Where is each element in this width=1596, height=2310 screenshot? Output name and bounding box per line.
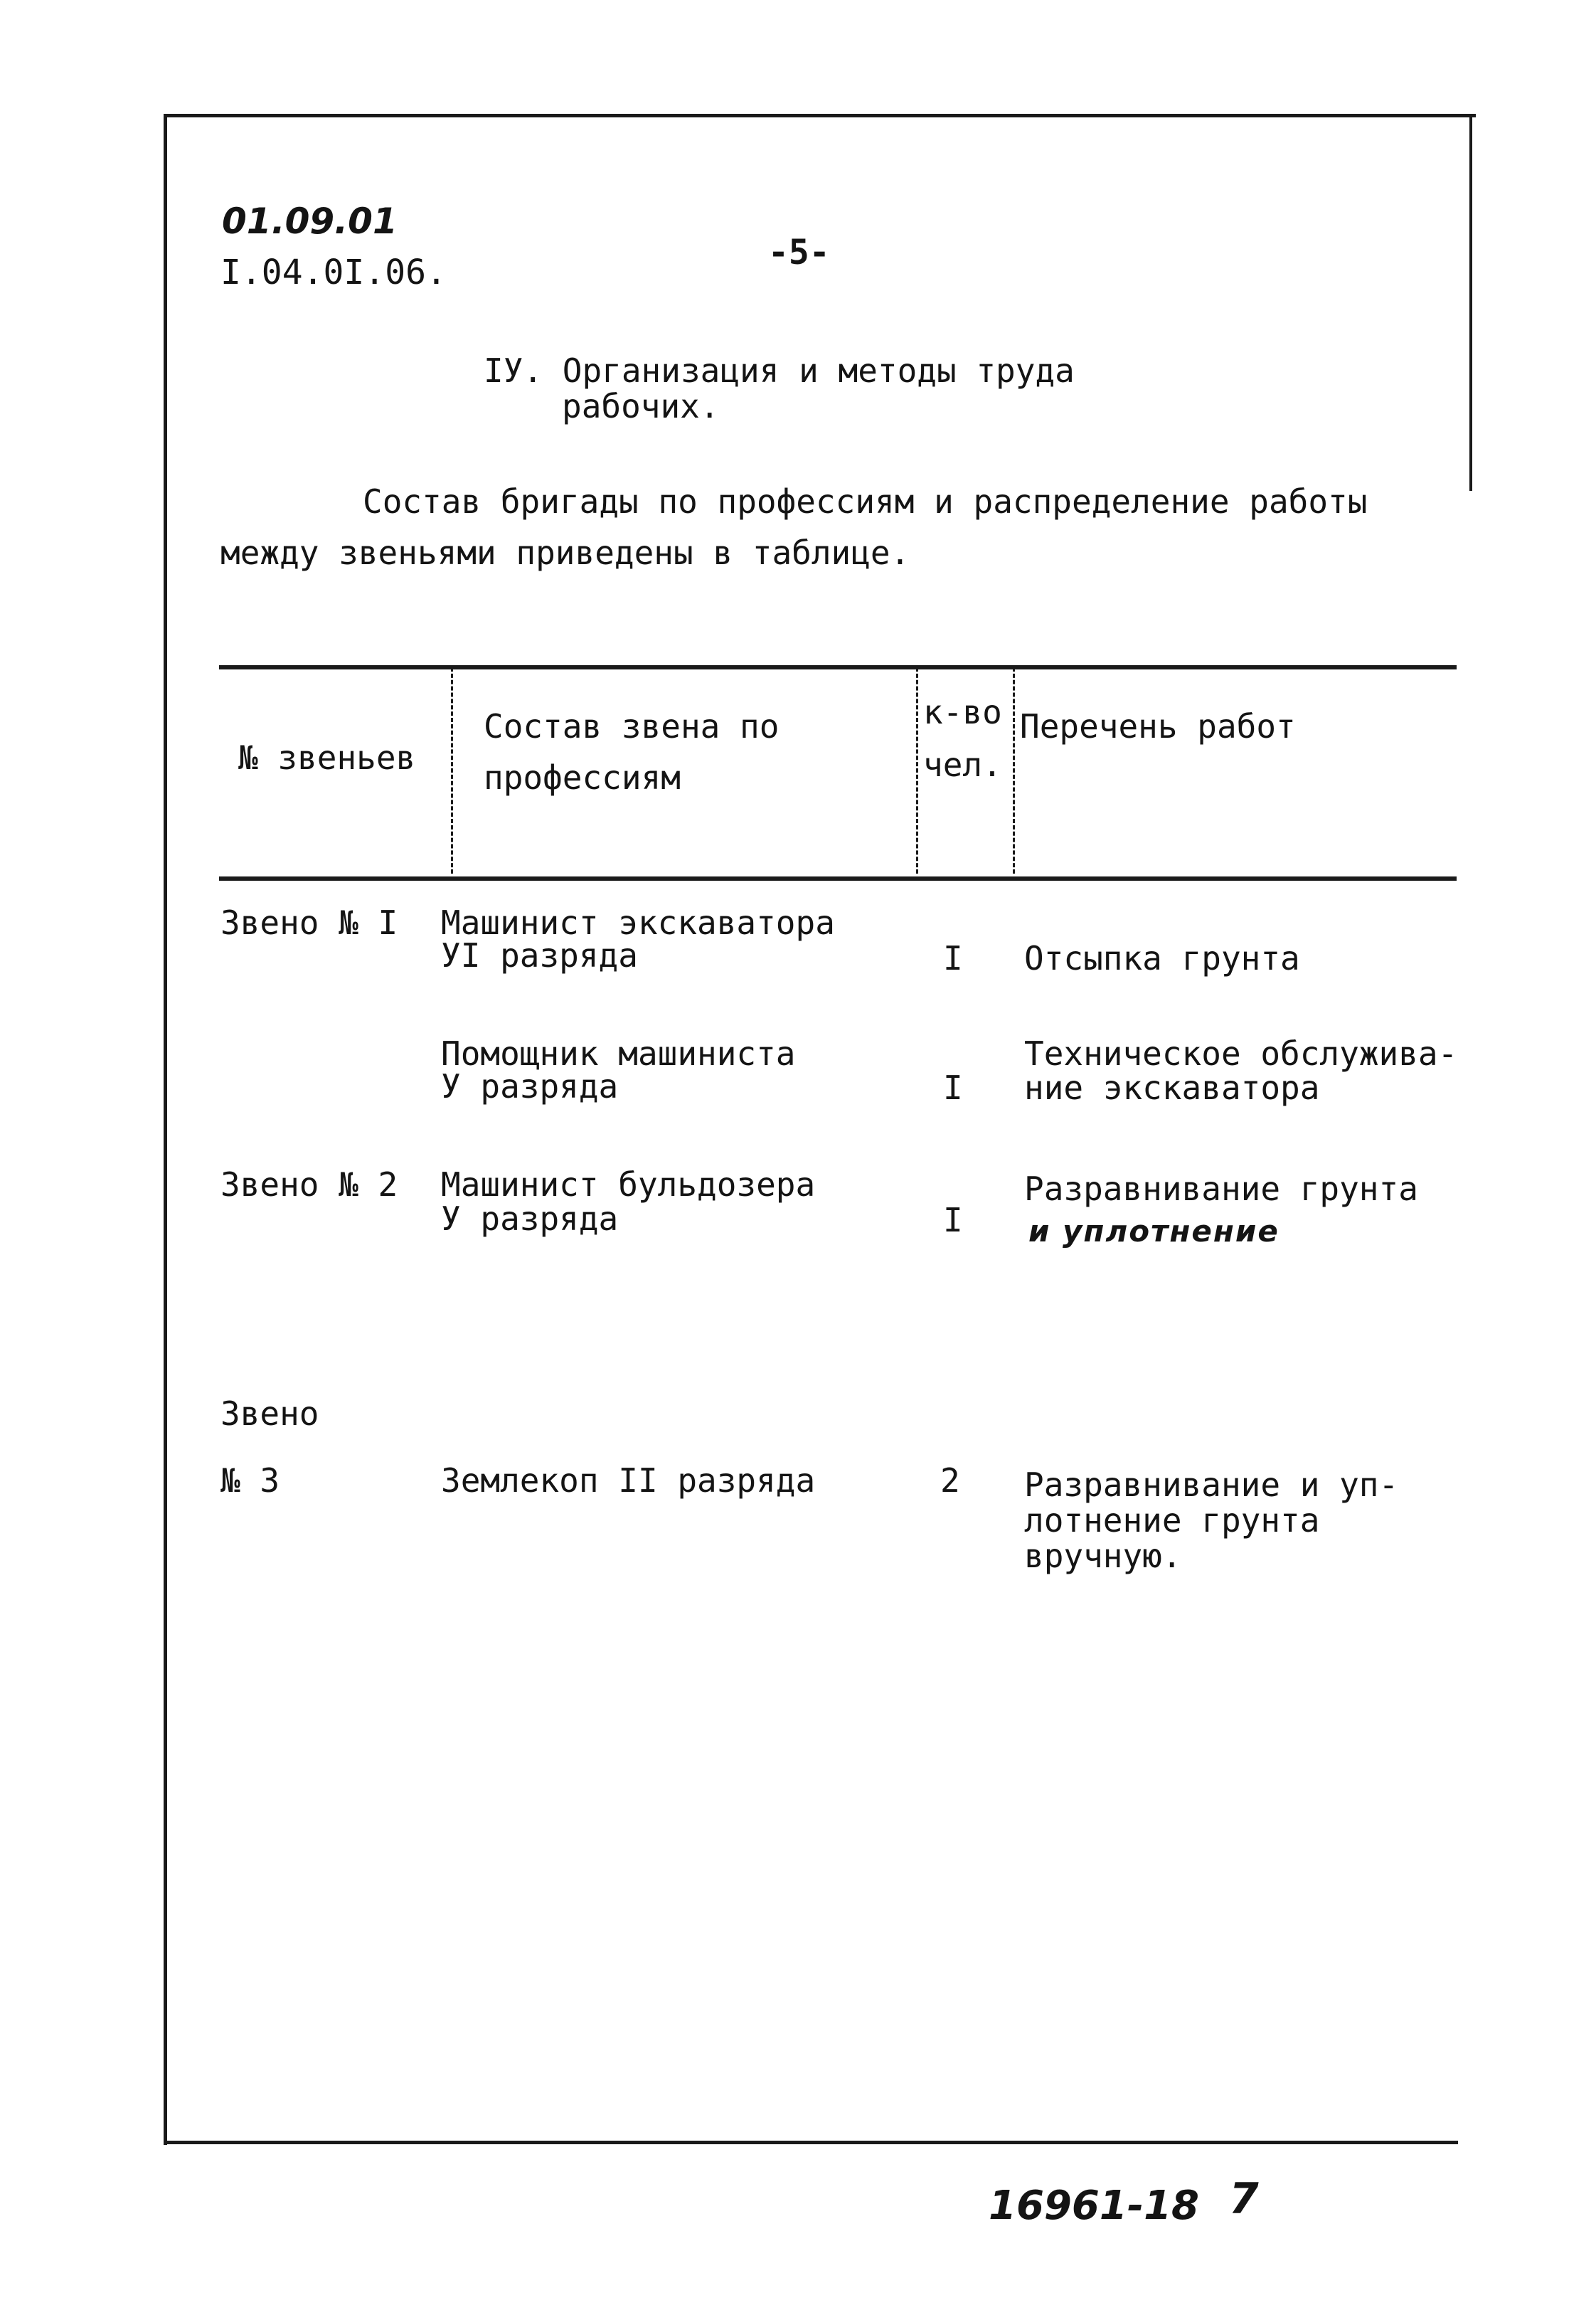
row3-profession-line-1: Машинист бульдозера	[441, 1165, 816, 1204]
row3-unit: Звено № 2	[220, 1165, 398, 1204]
row1-count: I	[943, 939, 963, 977]
header-count-line-1: к-во	[923, 693, 1002, 731]
row4-unit-line-1: Звено	[220, 1394, 319, 1433]
header-unit: № звеньев	[238, 738, 416, 777]
intro-line-2: между звеньями приведены в таблице.	[220, 534, 910, 572]
row4-profession-line-1: Землекоп II разряда	[441, 1461, 816, 1500]
row1-work-line-1: Отсыпка грунта	[1024, 939, 1300, 977]
row4-work-line-3: вручную.	[1024, 1537, 1182, 1575]
page-frame-right	[1469, 114, 1472, 491]
row4-unit-line-2: № 3	[220, 1461, 280, 1500]
row1-profession-line-2: УI разряда	[441, 936, 638, 975]
footer-handwritten-code: 16961-18	[989, 2183, 1199, 2229]
document-code: I.04.0I.06.	[220, 253, 447, 292]
header-count-line-2: чел.	[923, 746, 1002, 784]
section-title: IУ. Организация и методы труда	[484, 351, 1075, 390]
table-column-divider-1	[451, 667, 453, 874]
table-column-divider-2	[916, 667, 918, 874]
row1-profession-line-1: Машинист экскаватора	[441, 904, 835, 942]
table-column-divider-3	[1013, 667, 1015, 874]
row3-profession-line-2: У разряда	[441, 1199, 619, 1238]
header-composition-line-1: Состав звена по	[484, 707, 780, 746]
footer-sheet-number: 7	[1229, 2174, 1259, 2224]
row2-work-line-1: Техническое обслужива-	[1024, 1034, 1458, 1073]
page-number: -5-	[768, 233, 830, 272]
row2-profession-line-1: Помощник машиниста	[441, 1034, 796, 1073]
page-frame-bottom	[164, 2141, 1458, 2144]
row2-count: I	[943, 1069, 963, 1107]
header-work-list: Перечень работ	[1020, 707, 1296, 746]
handwritten-code: 01.09.01	[222, 201, 398, 242]
section-title-continued: рабочих.	[562, 387, 720, 425]
row3-count: I	[943, 1201, 963, 1239]
row1-unit: Звено № I	[220, 904, 398, 942]
row3-work-line-2-handwritten: и уплотнение	[1028, 1214, 1280, 1249]
intro-line-1: Состав бригады по профессиям и распределение работы	[363, 482, 1368, 521]
row3-work-line-1: Разравнивание грунта	[1024, 1170, 1418, 1208]
header-composition-line-2: профессиям	[484, 758, 681, 797]
row4-work-line-1: Разравнивание и уп-	[1024, 1466, 1399, 1504]
table-header-bottom-rule	[219, 876, 1457, 881]
row2-profession-line-2: У разряда	[441, 1067, 619, 1106]
row2-work-line-2: ние экскаватора	[1024, 1069, 1320, 1107]
table-top-rule	[219, 665, 1457, 669]
row4-count: 2	[940, 1461, 960, 1500]
row4-work-line-2: лотнение грунта	[1024, 1501, 1320, 1540]
page-frame	[164, 114, 1476, 2145]
